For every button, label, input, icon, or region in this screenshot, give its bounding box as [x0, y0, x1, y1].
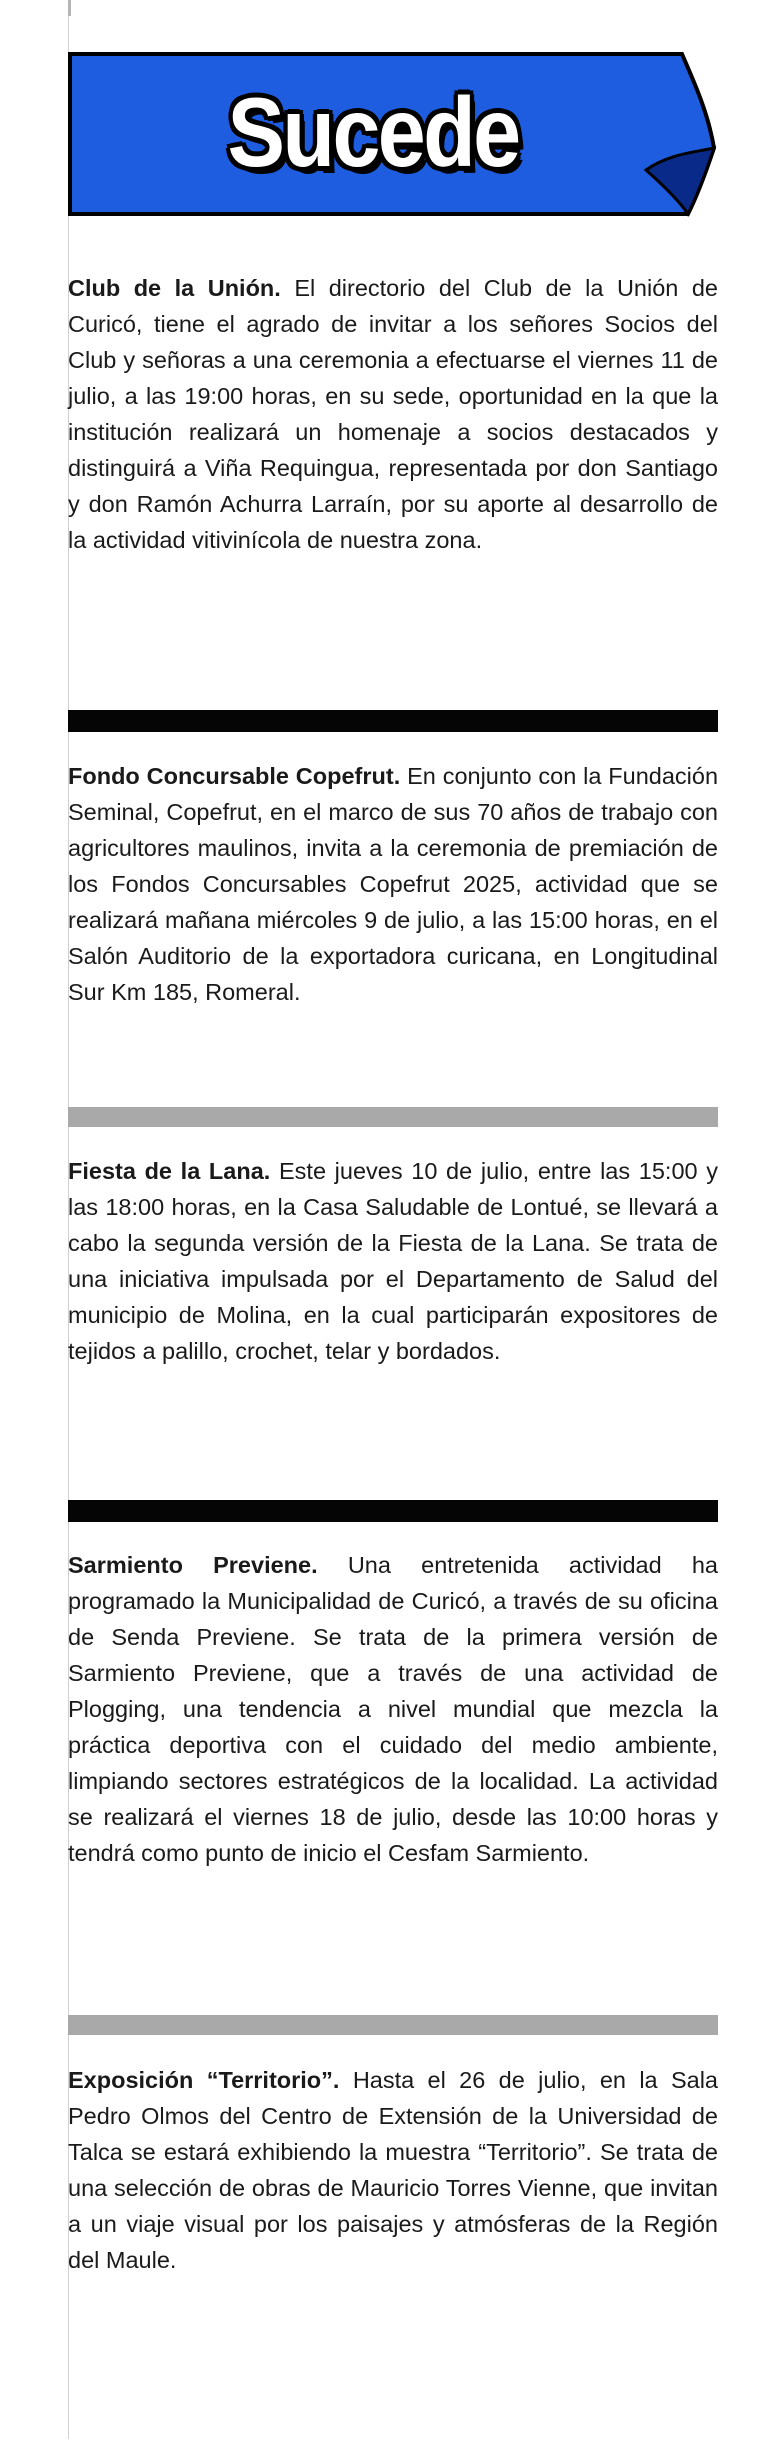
news-item-copefrut — [68, 758, 718, 1010]
news-body: Este jueves 10 de julio, entre las 15:00 y las 18:00 horas, en la Casa Saludable de Lontué, se llevará a cabo la segunda versión de la Fiesta de la Lana. Se trata de una iniciativa impulsada por el Departamento de Salud del municipio de Molina, en la cual participarán expositores de tejidos a palillo, crochet, telar y bordados. — [68, 1158, 719, 1364]
news-paragraph — [68, 1153, 718, 1369]
banner-title: Sucede — [227, 77, 519, 187]
news-lead: Club de la Unión. — [68, 275, 281, 301]
separator-gray — [68, 2015, 718, 2035]
news-lead: Fiesta de la Lana. — [68, 1158, 271, 1184]
news-lead: Fondo Concursable Copefrut. — [68, 763, 401, 789]
news-lead: Sarmiento Previene. — [68, 1552, 318, 1578]
news-paragraph — [68, 758, 718, 1010]
news-item-fiesta-lana — [68, 1153, 718, 1369]
news-body: Una entretenida actividad ha programado la Municipalidad de Curicó, a través de su oficina de Senda Previene. Se trata de la primera versión de Sarmiento Previene, que a través de una actividad de Plogging, una tendencia a nivel mundial que mezcla la práctica deportiva con el cuidado del medio ambiente, limpiando sectores estratégicos de la localidad. La actividad se realizará el viernes 18 de julio, desde las 10:00 horas y tendrá como punto de inicio el Cesfam Sarmiento. — [68, 1552, 718, 1866]
news-body: El directorio del Club de la Unión de Curicó, tiene el agrado de invitar a los señores Socios del Club y señoras a una ceremonia a efectuarse el viernes 11 de julio, a las 19:00 horas, en su sede, oportunidad en la que la institución realizará un homenaje a socios destacados y distinguirá a Viña Requingua, representada por don Santiago y don Ramón Achurra Larraín, por su aporte al desarrollo de la actividad vitivinícola de nuestra zona. — [68, 275, 718, 553]
news-paragraph — [68, 270, 718, 558]
separator-black — [68, 1500, 718, 1522]
news-body: En conjunto con la Fundación Seminal, Copefrut, en el marco de sus 70 años de trabajo con agricultores maulinos, invita a la ceremonia de premiación de los Fondos Concursables Copefrut 2025, actividad que se realizará mañana miércoles 9 de julio, a las 15:00 horas, en el Salón Auditorio de la exportadora curicana, en Longitudinal Sur Km 185, Romeral. — [68, 763, 719, 1005]
news-item-sarmiento — [68, 1547, 718, 1871]
news-item-territorio — [68, 2062, 718, 2278]
news-item-club-union — [68, 270, 718, 558]
news-paragraph — [68, 1547, 718, 1871]
news-paragraph — [68, 2062, 718, 2278]
news-lead: Exposición “Territorio”. — [68, 2067, 340, 2093]
news-body: Hasta el 26 de julio, en la Sala Pedro Olmos del Centro de Extensión de la Universidad de Talca se estará exhibiendo la muestra “Territorio”. Se trata de una selección de obras de Mauricio Torres Vienne, que invitan a un viaje visual por los paisajes y atmósferas de la Región del Maule. — [68, 2067, 718, 2273]
separator-black — [68, 710, 718, 732]
separator-gray — [68, 1107, 718, 1127]
section-banner — [68, 52, 718, 218]
column-rule-top — [68, 0, 71, 16]
